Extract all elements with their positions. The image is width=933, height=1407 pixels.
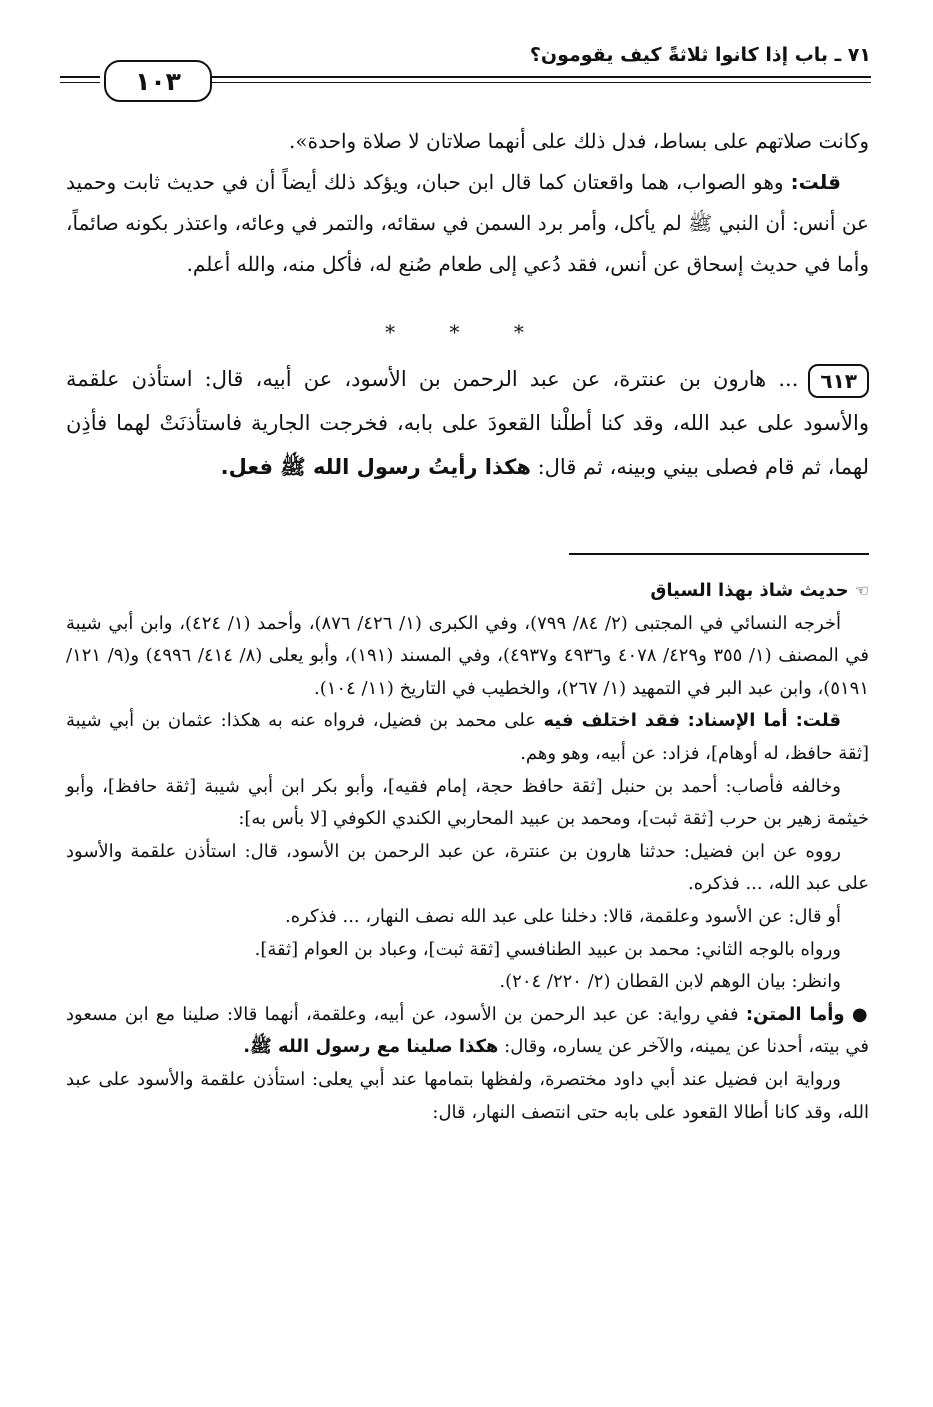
bullet-icon: ● — [851, 1003, 869, 1025]
header-rule — [60, 82, 100, 83]
upper-text — [66, 121, 869, 285]
section-heading: حديث شاذ بهذا السياق — [650, 580, 849, 601]
header-rule — [210, 82, 871, 83]
page-number: ١٠٣ — [104, 60, 212, 102]
paragraph: أخرجه النسائي في المجتبى (٢/ ٨٤/ ٧٩٩)، وفي الكبرى (١/ ٤٢٦/ ٨٧٦)، وأحمد (١/ ٤٢٤)، وابن أبي شيبة في المصنف (١/ ٣٥٥ و٤٢٩/ ٤٠٧٨ و٤٩٣٦ و٤٩٣٧)، وفي المسند (١٩١)، وأبو يعلى (٨/ ٤١٤/ ٤٩٩٦) و(٩/ ١٢١/ ٥١٩١)، وابن عبد البر في التمهيد (١/ ٢٦٧)، والخطيب في التاريخ (١١/ ١٠٤). — [66, 612, 869, 699]
hadith-number: ٦١٣ — [808, 364, 869, 398]
section-heading-line — [66, 575, 869, 608]
header-rule — [210, 76, 871, 78]
paragraph-label: قلت: أما الإسناد: — [687, 710, 841, 732]
hadith-matn: هكذا رأيتُ رسول الله ﷺ فعل. — [220, 455, 531, 479]
paragraph-text: على محمد بن فضيل، فرواه عنه به هكذا: عثمان بن أبي شيبة [ثقة حافظ، له أوهام]، فزاد: عن أبيه، وهو وهم. — [66, 710, 869, 764]
paragraph: وكانت صلاتهم على بساط، فدل ذلك على أنهما صلاتان لا صلاة واحدة». — [289, 129, 869, 153]
paragraph: وانظر: بيان الوهم لابن القطان (٢/ ٢٢٠/ ٢٠٤). — [499, 971, 841, 993]
paragraph: رووه عن ابن فضيل: حدثنا هارون بن عنترة، عن عبد الرحمن بن الأسود، قال: استأذن علقمة والأسود على عبد الله، ... فذكره. — [66, 840, 869, 895]
hadith-paragraph — [66, 357, 869, 489]
paragraph: ورواه بالوجه الثاني: محمد بن عبيد الطنافسي [ثقة ثبت]، وعباد بن العوام [ثقة]. — [254, 938, 841, 960]
paragraph — [66, 162, 869, 285]
paragraph-emphasis: هكذا صلينا مع رسول الله ﷺ. — [243, 1036, 499, 1058]
paragraph: وخالفه فأصاب: أحمد بن حنبل [ثقة حافظ حجة، إمام فقيه]، وأبو بكر ابن أبي شيبة [ثقة حافظ]، وأبو خيثمة زهير بن حرب [ثقة ثبت]، ومحمد بن عبيد المحاربي الكندي الكوفي [لا بأس به]: — [66, 775, 869, 830]
chapter-title: ٧١ ـ باب إذا كانوا ثلاثةً كيف يقومون؟ — [529, 44, 871, 66]
paragraph-text: وهو الصواب، هما واقعتان كما قال ابن حبان، ويؤكد ذلك أيضاً أن في حديث ثابت وحميد عن أنس: أن النبي ﷺ لم يأكل، وأمر برد السمن في سقائه، والتمر في وعائه، واعتذر بكونه صائماً، وأما في حديث إسحاق عن أنس، فقد دُعي إلى طعام صُنع له، فأكل منه، والله أعلم. — [66, 170, 869, 276]
section-separator: * * * — [385, 320, 548, 344]
hadith-text: ... هارون بن عنترة، عن عبد الرحمن بن الأسود، عن أبيه، قال: استأذن علقمة والأسود على عبد الله، وقد كنا أطلْنا القعودَ على بابه، فخرجت الجارية فاستأذنَتْ لهما فأذِن لهما، ثم قام فصلى بيني وبينه، ثم قال: — [66, 367, 869, 479]
paragraph — [66, 705, 869, 770]
paragraph-text: ففي رواية: عن عبد الرحمن بن الأسود، عن أبيه، وعلقمة، أنهما قالا: صلينا مع ابن مسعود في بيته، أحدنا عن يمينه، والآخر عن يساره، وقال: — [66, 1003, 869, 1058]
commentary-block — [66, 575, 869, 1129]
paragraph-label: قلت: — [790, 170, 842, 194]
paragraph — [66, 999, 869, 1064]
paragraph-emphasis: فقد اختلف فيه — [543, 710, 681, 732]
paragraph-label: وأما المتن: — [745, 1003, 845, 1025]
hadith-block — [66, 357, 869, 489]
paragraph: أو قال: عن الأسود وعلقمة، قالا: دخلنا على عبد الله نصف النهار، ... فذكره. — [285, 905, 841, 927]
paragraph: ورواية ابن فضيل عند أبي داود مختصرة، ولفظها بتمامها عند أبي يعلى: استأذن علقمة والأسود على عبد الله، وقد كانا أطالا القعود على بابه حتى انتصف النهار، قال: — [66, 1068, 869, 1123]
footnote-divider — [569, 553, 869, 555]
header-rule — [60, 76, 100, 78]
page-header — [60, 36, 871, 106]
hand-pointer-icon: ☜ — [854, 581, 869, 600]
